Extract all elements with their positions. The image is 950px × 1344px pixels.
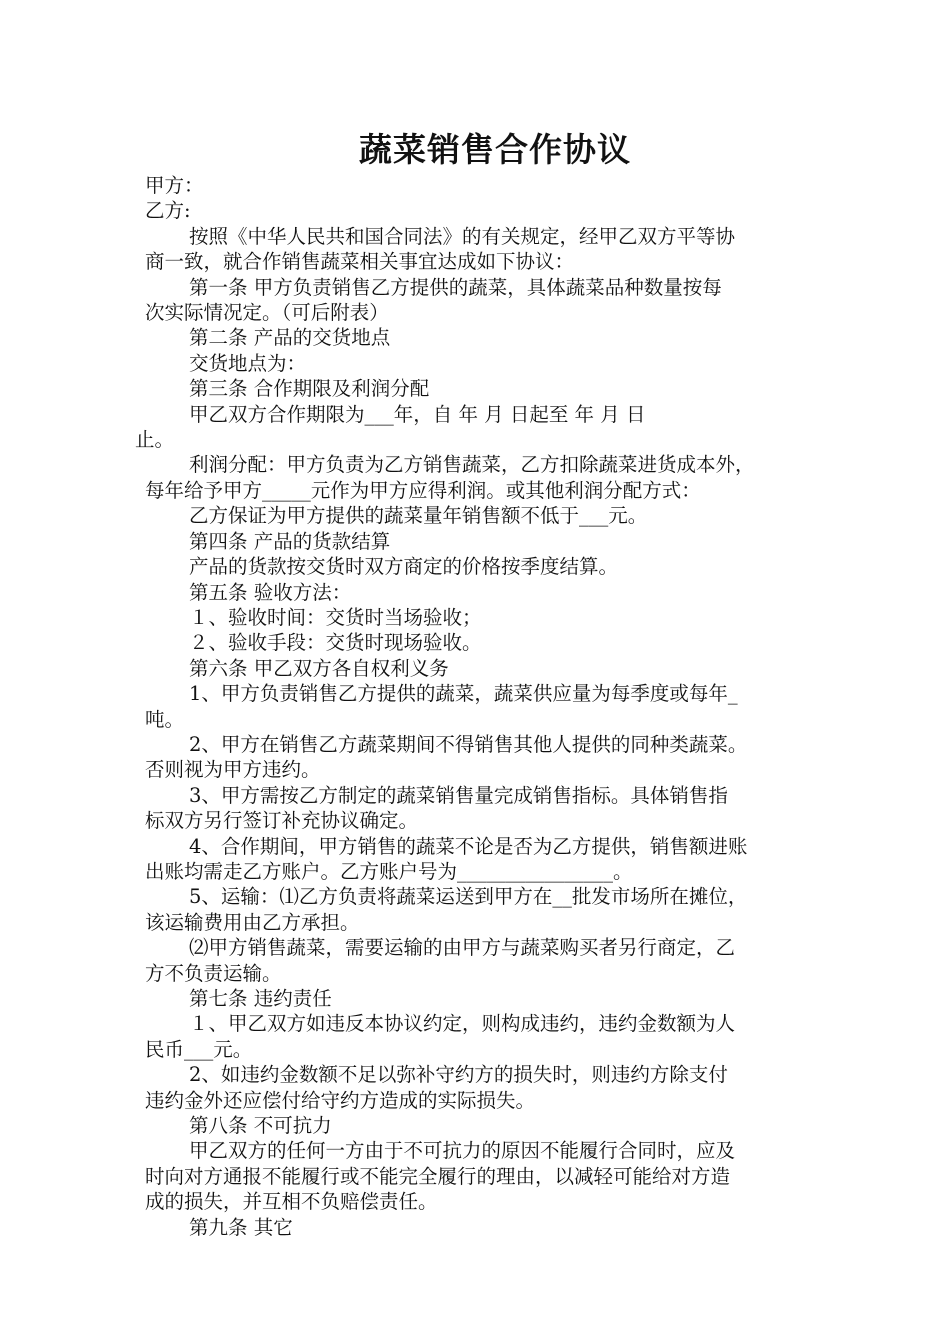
document-line: 甲乙双方的任何一方由于不可抗力的原因不能履行合同时，应及: [189, 1139, 736, 1163]
document-line: 时向对方通报不能履行或不能完全履行的理由，以减轻可能给对方造: [145, 1164, 731, 1188]
document-line: 第三条 合作期限及利润分配: [189, 377, 430, 401]
document-body: [135, 173, 820, 1240]
document-line: 第八条 不可抗力: [189, 1114, 332, 1138]
document-line: 否则视为甲方违约。: [145, 758, 321, 782]
document-line: 第九条 其它: [189, 1215, 293, 1239]
document-line: 2、甲方在销售乙方蔬菜期间不得销售其他人提供的同种类蔬菜。: [189, 732, 748, 756]
document-line: 利润分配：甲方负责为乙方销售蔬菜，乙方扣除蔬菜进货成本外，: [189, 453, 755, 477]
document-line: 交货地点为：: [189, 351, 307, 375]
document-title: 蔬菜销售合作协议: [359, 130, 631, 169]
document-line: 方不负责运输。: [145, 961, 282, 985]
document-line: １、验收时间：交货时当场验收；: [189, 605, 482, 629]
document-line: 第五条 验收方法：: [189, 580, 352, 604]
document-line: 每年给予甲方_____元作为甲方应得利润。或其他利润分配方式：: [145, 478, 701, 502]
document-line: 止。: [135, 428, 175, 452]
document-line: 甲方：: [145, 174, 204, 197]
document-line: 第二条 产品的交货地点: [189, 326, 391, 350]
document-line: 第七条 违约责任: [189, 987, 332, 1010]
document-line: 违约金外还应偿付给守约方造成的实际损失。: [145, 1088, 536, 1112]
document-line: ⑵甲方销售蔬菜，需要运输的由甲方与蔬菜购买者另行商定，乙: [189, 936, 736, 960]
document-line: 标双方另行签订补充协议确定。: [145, 809, 419, 833]
document-line: 出账均需走乙方账户。乙方账户号为________________。: [145, 859, 633, 883]
document-line: 第一条 甲方负责销售乙方提供的蔬菜，具体蔬菜品种数量按每: [189, 275, 722, 299]
document-line: 产品的货款按交货时双方商定的价格按季度结算。: [189, 555, 619, 579]
document-line: 民币___元。: [145, 1037, 253, 1061]
document-line: 1、甲方负责销售乙方提供的蔬菜，蔬菜供应量为每季度或每年_: [189, 682, 738, 706]
document-line: 4、合作期间，甲方销售的蔬菜不论是否为乙方提供，销售额进账: [189, 834, 748, 858]
document-line: 该运输费用由乙方承担。: [145, 910, 360, 934]
document-line: 成的损失，并互相不负赔偿责任。: [145, 1190, 438, 1214]
document-line: 乙方:: [145, 199, 191, 223]
document-line: ２、验收手段：交货时现场验收。: [189, 631, 482, 655]
document-line: 吨。: [145, 707, 185, 731]
document-line: 乙方保证为甲方提供的蔬菜量年销售额不低于___元。: [189, 504, 648, 528]
document-line: 3、甲方需按乙方制定的蔬菜销售量完成销售指标。具体销售指: [189, 783, 728, 807]
document-line: 商一致，就合作销售蔬菜相关事宜达成如下协议：: [145, 250, 575, 274]
document-line: 第六条 甲乙双方各自权利义务: [189, 656, 449, 680]
document-line: 次实际情况定。（可后附表）: [145, 301, 389, 325]
document-line: 2、如违约金数额不足以弥补守约方的损失时，则违约方除支付: [189, 1063, 728, 1087]
document-line: 按照《中华人民共和国合同法》的有关规定，经甲乙双方平等协: [189, 224, 736, 248]
document-line: 甲乙双方合作期限为___年，自 年 月 日起至 年 月 日: [189, 402, 646, 426]
document-line: 5、运输：⑴乙方负责将蔬菜运送到甲方在__批发市场所在摊位，: [189, 885, 748, 909]
document-line: 第四条 产品的货款结算: [189, 529, 391, 553]
document-line: １、甲乙双方如违反本协议约定，则构成违约，违约金数额为人: [189, 1012, 736, 1036]
